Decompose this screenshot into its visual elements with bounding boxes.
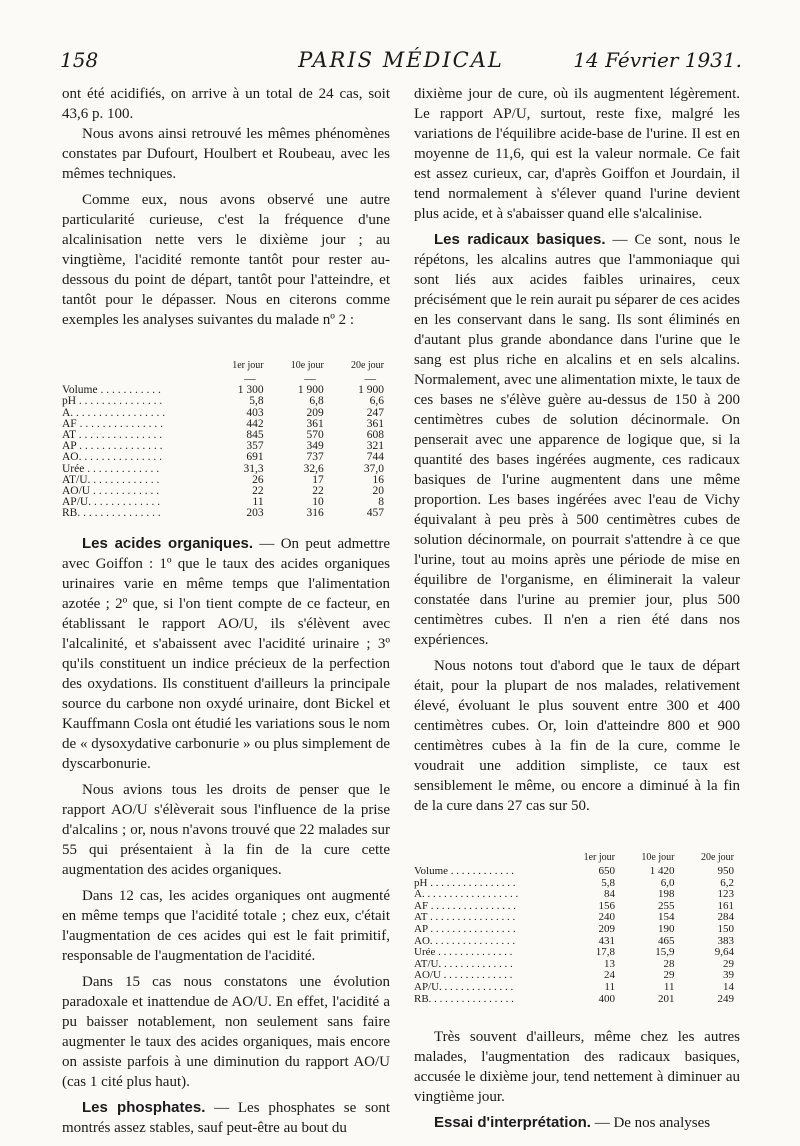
row-label: AP/U. . . . . . . . . . . . . . <box>414 981 514 993</box>
table-row <box>414 947 740 959</box>
table-row <box>62 464 390 475</box>
table-cell: 6,6 <box>369 395 384 408</box>
row-label: AP . . . . . . . . . . . . . . . . <box>414 923 516 935</box>
row-label: Urée . . . . . . . . . . . . . . <box>414 947 513 959</box>
table-cell: 240 <box>598 911 615 924</box>
table-cell: 14 <box>723 980 734 993</box>
row-label: AO/U . . . . . . . . . . . . . <box>414 970 513 982</box>
table-cell: 608 <box>366 429 384 442</box>
table-cell: 28 <box>663 957 675 970</box>
table-cell: 457 <box>366 507 384 520</box>
table-cell: 442 <box>246 417 264 430</box>
table-cell: 1 420 <box>649 865 675 877</box>
table-cell: 400 <box>598 992 615 1005</box>
table-cell: 161 <box>717 899 734 912</box>
table-cell: 403 <box>246 406 264 419</box>
table-cell: 39 <box>723 969 734 982</box>
table-row <box>62 497 390 508</box>
table-cell: 84 <box>603 888 615 901</box>
row-label: RB. . . . . . . . . . . . . . . . <box>414 993 514 1005</box>
section-heading: Essai d'interprétation. <box>434 1114 591 1132</box>
paragraph-interpretation: Essai d'interprétation. — De nos analyses <box>434 1114 711 1132</box>
table-cell: 8 <box>378 496 384 509</box>
page-header <box>60 48 742 78</box>
table-cell: 154 <box>657 911 675 924</box>
column-header: 20e jour <box>700 852 734 864</box>
row-label: AT . . . . . . . . . . . . . . . <box>62 430 163 442</box>
table-cell: 13 <box>603 957 615 970</box>
paragraph: Comme eux, nous avons observé une autre particularité curieuse, c'est la fréquence d'une alcalinisation nette vers le dixième jour ; au vingtième, l'acidité remonte tantôt pour rester au-dessous du point de départ, tantôt pour l'atteindre, et tantôt pour le dépasser. Nous en citerons comme exemples les analyses suivantes du malade nº 2 : <box>62 192 390 328</box>
table-row <box>414 970 740 982</box>
table-row <box>414 878 740 890</box>
table-row <box>62 385 390 396</box>
table-row <box>414 901 740 913</box>
row-label: AF . . . . . . . . . . . . . . . . <box>414 900 517 912</box>
paragraph-organic-acids: Les acides organiques. — On peut admettre avec Goiffon : 1º que le taux des acides organiques urinaires varie en même temps que l'alimentation azotée ; 2º que, si l'on tient compte de ce facteur, en établissant le rapport AO/U, ils s'élèvent avec l'alcalinité, et s'abaissent avec l'acidité urinaire ; 3º qu'ils constituent un indice précieux de la perfection des oxydations. Ils constituent d'ailleurs la principale source du carbone non oxydé urinaire, dont Bickel et Kauffmann Cosla ont étudié les variations sous le nom de « dysoxydative carbonurie » ou plus simplement de dyscarbonurie. <box>62 534 391 772</box>
column-header: 10e jour <box>290 360 324 372</box>
table-row <box>62 475 390 486</box>
table-cell: 11 <box>604 980 615 993</box>
table-cell: 11 <box>663 980 675 993</box>
analysis-table-basic-radicals <box>414 850 740 1005</box>
table-row <box>62 508 390 519</box>
table-cell: 29 <box>663 969 675 982</box>
table-cell: 383 <box>717 934 734 947</box>
row-label: A. . . . . . . . . . . . . . . . . . <box>414 889 519 901</box>
table-cell: 198 <box>657 888 675 901</box>
table-cell: 431 <box>598 934 615 947</box>
table-row <box>414 982 740 994</box>
table-cell: 20 <box>372 485 384 498</box>
column-header: 1er jour <box>232 360 264 372</box>
table-cell: 465 <box>657 934 675 947</box>
paragraph: Très souvent d'ailleurs, même chez les autres malades, l'augmentation des radicaux basiques, accusée le dixième jour, tend nettement à diminuer au vingtième jour. <box>414 1029 740 1106</box>
table-header-row <box>414 850 740 866</box>
table-cell: 16 <box>372 473 384 486</box>
table-cell: 361 <box>306 417 324 430</box>
table-cell: 361 <box>366 417 384 430</box>
paragraph: ont été acidifiés, on arrive à un total de 24 cas, soit 43,6 p. 100. <box>62 86 390 122</box>
paragraph: dixième jour de cure, où ils augmentent légèrement. Le rapport AP/U, surtout, reste fixe, malgré les variations de l'équilibre acide-base de l'urine. Il est en moyenne de 11,6, qui est la valeur normale. Ce fait est assez curieux, car, d'après Goiffon et Jourdain, il tend normalement à s'élever quand l'urine devient plus acide, et à s'abaisser quand elle s'alcalinise. <box>414 86 740 222</box>
paragraph: Nous avions tous les droits de penser que le rapport AO/U s'élèverait sous l'influence de la prise d'alcalins ; or, nous n'avons trouvé que 22 malades sur 55 qui présentaient à la fin de la cure cette augmentation des acides organiques. <box>62 781 390 878</box>
row-label: Urée . . . . . . . . . . . . . <box>62 463 160 475</box>
table-cell: 15,9 <box>655 946 675 959</box>
row-label: Volume . . . . . . . . . . . <box>62 385 161 397</box>
dash: — <box>244 373 256 385</box>
table-cell: 5,8 <box>601 876 615 889</box>
row-label: RB. . . . . . . . . . . . . . . <box>62 508 161 520</box>
dash-row <box>62 374 390 385</box>
table-cell: 17 <box>312 473 324 486</box>
table-cell: 247 <box>366 406 384 419</box>
journal-title: PARIS MÉDICAL <box>298 48 504 72</box>
table-cell: 6,2 <box>720 876 734 889</box>
table-row <box>414 866 740 878</box>
table-row <box>62 396 390 407</box>
table-cell: 209 <box>306 406 324 419</box>
table-row <box>62 419 390 430</box>
paragraph-basic-radicals: Les radicaux basiques. — Ce sont, nous le répétons, les alcalins autres que l'ammoniaque qui sont liés aux acides faibles urinaires, ceux précisément que le rein aurait pu séparer de ces acides en les conservant dans le sang. Ils sont éliminés en d'autant plus grande abondance dans l'urine que le sang est plus riche en alcalins et en sels alcalins. Normalement, avec une alimentation mixte, le taux de ces bases ne s'élève guère au-dessus de 150 à 200 centimètres cubes de solution décinormale. On penserait avec une apparence de logique que, si la quantité des bases ingérées augmente, ces radicaux basiques de l'urine augmentent dans une même proportion. Les bases ingérées avec l'eau de Vichy équivalant à peu près à 500 centimètres cubes de solution décinormale, on pourrait s'attendre à ce que l'urine, tout au moins après une période de mise en équilibre de l'organisme, en éliminerait la valeur constatée dans l'urine au premier jour, plus 500 centimètres cubes. Il n'en a rien été dans nos expériences. <box>414 231 740 648</box>
table-row <box>62 486 390 497</box>
table-cell: 950 <box>717 865 734 877</box>
table-cell: 9,64 <box>714 946 734 959</box>
row-label: A. . . . . . . . . . . . . . . . . <box>62 407 166 419</box>
table-cell: 10 <box>312 496 324 509</box>
column-header: 20e jour <box>350 360 384 372</box>
paragraph: Dans 12 cas, les acides organiques ont augmenté en même temps que l'acidité totale ; chez eux, c'était l'augmentation de ces acides qui est le fait primitif, responsable de l'augmentation de l'acidité. <box>62 887 390 964</box>
table-cell: 209 <box>598 922 615 935</box>
paragraph: Dans 15 cas nous constatons une évolution paradoxale et inattendue de AO/U. En effet, l'acidité a pu baisser notablement, non seulement sans faire augmenter le taux des acides organiques, mais encore on assiste parfois à une diminution du rapport AO/U (cas 1 cité plus haut). <box>62 973 390 1090</box>
section-heading: Les phosphates. <box>82 1098 206 1116</box>
column-header: 10e jour <box>641 852 675 864</box>
section-heading: Les radicaux basiques. <box>434 231 606 248</box>
row-label: AP . . . . . . . . . . . . . . . <box>62 441 163 453</box>
row-label: pH . . . . . . . . . . . . . . . . <box>414 877 516 889</box>
table-cell: 357 <box>246 440 264 453</box>
section-heading: Les acides organiques. <box>82 534 254 552</box>
table-cell: 1 300 <box>237 384 264 397</box>
table-cell: 32,6 <box>303 462 324 475</box>
table-cell: 201 <box>657 992 675 1005</box>
table-cell: 123 <box>717 888 734 901</box>
table-cell: 316 <box>306 507 324 520</box>
table-row <box>414 936 740 948</box>
table-cell: 6,0 <box>660 876 675 889</box>
table-cell: 22 <box>312 485 324 498</box>
table-cell: 26 <box>252 473 264 486</box>
paragraph: Nous avons ainsi retrouvé les mêmes phénomènes constates par Dufourt, Houlbert et Roubeau, avec les mêmes techniques. <box>62 126 390 182</box>
table-row <box>414 889 740 901</box>
row-label: AF . . . . . . . . . . . . . . . <box>62 418 163 430</box>
row-label: AP/U. . . . . . . . . . . . . <box>62 497 161 509</box>
dash: — <box>304 373 316 385</box>
table-cell: 284 <box>717 911 734 924</box>
table-cell: 1 900 <box>358 384 384 397</box>
table-cell: 17,8 <box>595 946 615 959</box>
table-cell: 6,8 <box>309 395 324 408</box>
table-cell: 5,8 <box>249 395 264 408</box>
analysis-table-patient-2 <box>62 358 390 520</box>
column-header: 1er jour <box>583 852 615 864</box>
table-cell: 29 <box>723 957 734 970</box>
table-cell: 11 <box>252 496 264 509</box>
row-label: pH . . . . . . . . . . . . . . . <box>62 396 163 408</box>
table-cell: 321 <box>366 440 384 453</box>
issue-date: 14 Février 1931. <box>573 48 742 72</box>
row-label: AT/U. . . . . . . . . . . . . . <box>414 958 513 970</box>
row-label: AO. . . . . . . . . . . . . . . . <box>414 935 516 947</box>
table-cell: 691 <box>246 451 264 464</box>
right-column <box>414 84 740 1133</box>
table-row <box>62 430 390 441</box>
row-label: AO/U . . . . . . . . . . . . <box>62 486 160 498</box>
table-cell: 24 <box>603 969 615 982</box>
table-cell: 650 <box>598 865 615 877</box>
table-row <box>62 408 390 419</box>
table-cell: 190 <box>657 922 675 935</box>
table-cell: 255 <box>657 899 675 912</box>
table-row <box>62 452 390 463</box>
row-label: AT/U. . . . . . . . . . . . . <box>62 474 160 486</box>
table-header-row <box>62 358 390 374</box>
table-cell: 570 <box>306 429 324 442</box>
table-cell: 1 900 <box>297 384 324 397</box>
table-row <box>414 994 740 1006</box>
table-row <box>414 959 740 971</box>
table-row <box>414 912 740 924</box>
table-cell: 203 <box>246 507 264 520</box>
table-row <box>62 441 390 452</box>
table-cell: 349 <box>306 440 324 453</box>
table-cell: 845 <box>246 429 264 442</box>
row-label: Volume . . . . . . . . . . . . <box>414 866 515 877</box>
table-cell: 31,3 <box>243 462 264 475</box>
table-cell: 156 <box>598 899 615 912</box>
page-number: 158 <box>60 48 99 72</box>
table-cell: 22 <box>252 485 264 498</box>
paragraph: Nous notons tout d'abord que le taux de départ était, pour la plupart de nos malades, relativement élevé, évoluant le plus souvent entre 300 et 400 centimètres cubes. Or, loin d'atteindre 800 et 900 centimètres cubes à la fin de la cure, comme le voudrait une addition simpliste, ce taux est sensiblement le même, ou encore a diminué à la fin de la cure dans 27 cas sur 50. <box>414 658 740 814</box>
paragraph-phosphates: Les phosphates. — Les phosphates se sont montrés assez stables, sauf peut-être au bout du <box>62 1098 390 1136</box>
table-cell: 37,0 <box>363 462 384 475</box>
table-row <box>414 924 740 936</box>
table-cell: 737 <box>306 451 324 464</box>
table-cell: 744 <box>366 451 384 464</box>
table-cell: 150 <box>717 922 734 935</box>
row-label: AT . . . . . . . . . . . . . . . . <box>414 912 516 924</box>
dash: — <box>364 373 376 385</box>
table-cell: 249 <box>717 992 734 1005</box>
left-column <box>62 84 390 1138</box>
row-label: AO. . . . . . . . . . . . . . . <box>62 452 162 464</box>
